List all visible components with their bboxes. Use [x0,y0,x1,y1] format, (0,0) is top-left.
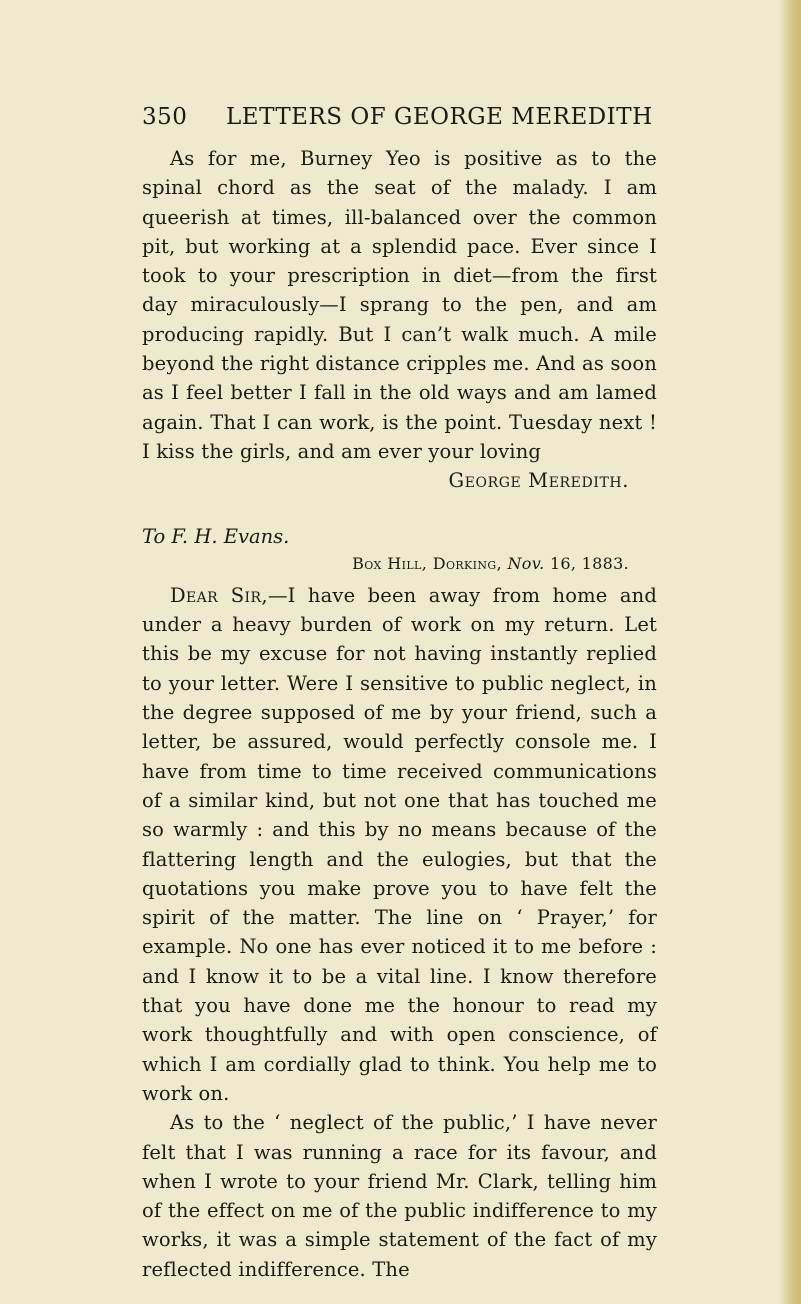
running-title: LETTERS OF GEORGE MEREDITH [226,104,653,130]
page-edge-shadow [779,0,801,1304]
dateline-rest: 16, 1883. [549,553,629,573]
letter2-dateline [142,551,657,577]
letter1-body: As for me, Burney Yeo is positive as to the spinal chord as the seat of the malady. I am queerish at times, ill-balanced over the common pit, but working at a splendid pace. Ever since I took to your prescription in diet—from the first day miraculously—I sprang to the pen, and am producing rapidly. But I can’t walk much. A mile beyond the right distance cripples me. And as soon as I feel better I fall in the old ways and am lamed again. That I can work, is the point. Tuesday next ! I kiss the girls, and am ever your loving [142,147,657,463]
page-number: 350 [142,104,188,130]
salutation: Dear Sir, [170,583,268,607]
letter1-signature: George Meredith. [448,469,629,493]
letter2-paragraph1 [142,581,657,1108]
dateline-place: Box Hill, Dorking, [352,553,503,573]
letter2-paragraph1-text: —I have been away from home and under a heavy burden of work on my return. Let this be my excuse for not having instantly replied to your letter. Were I sensitive to public neglect, in the degree supposed of me by your friend, such a letter, be assured, would perfectly console me. I have from time to time received communications of a similar kind, but not one that has touched me so warmly : and this by no means because of the flattering length and the eulogies, but that the quotations you make prove you to have felt the spirit of the matter. The line on ‘ Prayer,’ for example. No one has ever noticed it to me before : and I know it to be a vital line. I know therefore that you have done me the honour to read my work thoughtfully and with open conscience, of which I am cordially glad to think. You help me to work on. [142,583,657,1105]
running-head [142,104,657,130]
letter2-recipient: To F. H. Evans. [142,524,290,548]
letter2-paragraph2: As to the ‘ neglect of the public,’ I have never felt that I was running a race for its favour, and when I wrote to your friend Mr. Clark, telling him of the effect on me of the public indifference to my works, it was a simple statement of the fact of my reflected indifference. The [142,1111,657,1281]
dateline-month: Nov. [507,553,545,573]
book-page [142,104,657,1284]
